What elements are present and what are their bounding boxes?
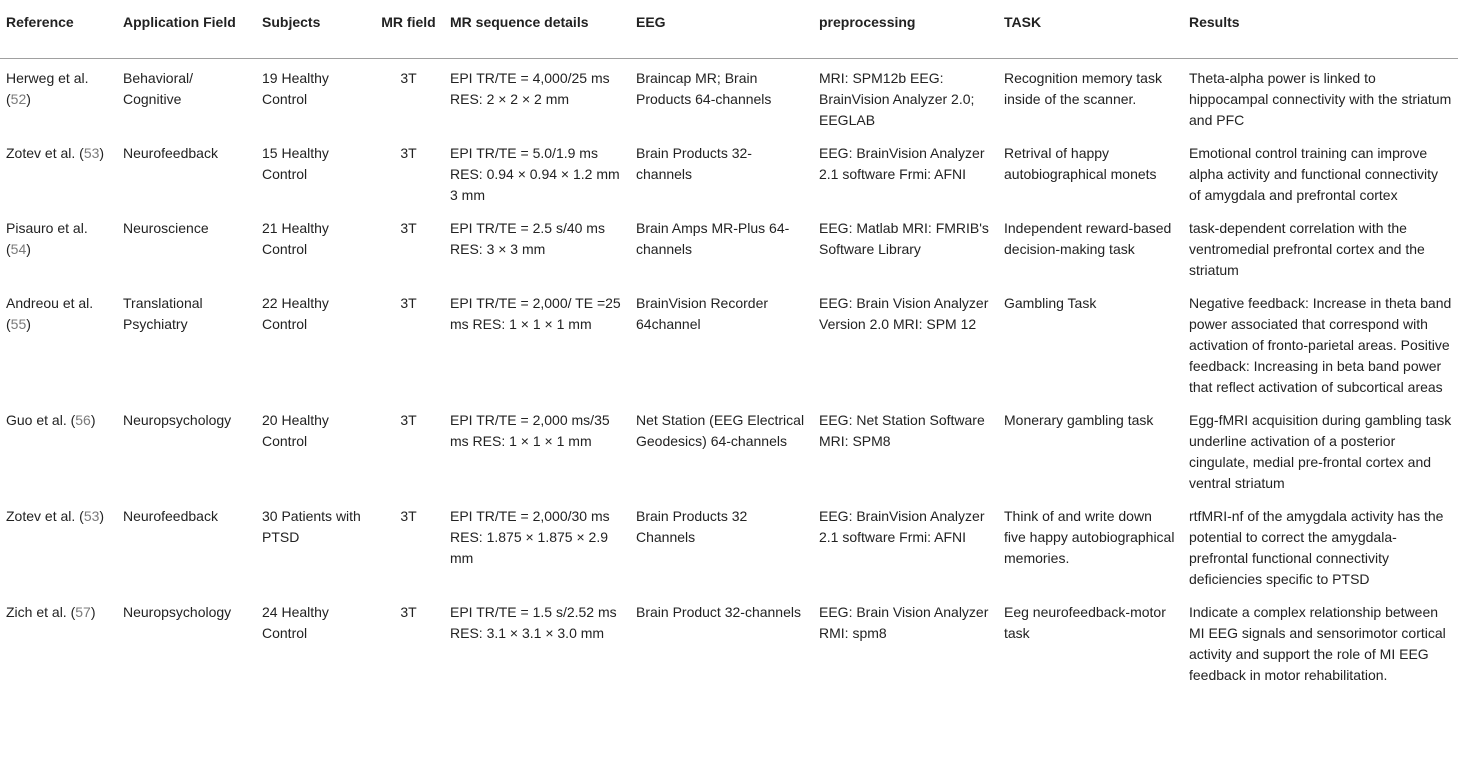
reference-cell: Andreou et al. (55) [6,295,94,332]
results-cell: Indicate a complex relationship between MI EEG signals and sensorimotor cortical activity and support the role of MI EEG feedback in motor rehabilitation. [1189,604,1446,683]
table-row [0,286,1458,403]
reference-cell: Zich et al. (57) [6,604,96,620]
mr-field-cell: 3T [400,412,417,428]
reference-number-link[interactable]: 57 [75,604,91,620]
preprocessing-cell: EEG: BrainVision Analyzer 2.1 software Frmi: AFNI [819,145,985,182]
preprocessing-cell: EEG: BrainVision Analyzer 2.1 software Frmi: AFNI [819,508,985,545]
header-reference: Reference [0,0,117,59]
reference-number-link[interactable]: 55 [10,316,27,332]
header-task: TASK [998,0,1183,59]
task-cell: Retrival of happy autobiographical monets [1004,145,1157,182]
reference-cell: Pisauro et al. (54) [6,220,88,257]
reference-number-link[interactable]: 52 [10,91,27,107]
mr-sequence-cell: EPI TR/TE = 4,000/25 ms RES: 2 × 2 × 2 mm [450,70,610,107]
subjects-cell: 20 Healthy Control [262,412,329,449]
header-application-field: Application Field [117,0,256,59]
table-row [0,403,1458,499]
application-field-cell: Neurofeedback [123,508,218,524]
preprocessing-cell: MRI: SPM12b EEG: BrainVision Analyzer 2.0; EEGLAB [819,70,975,128]
reference-cell: Zotev et al. (53) [6,508,105,524]
table-row [0,499,1458,595]
preprocessing-cell: EEG: Brain Vision Analyzer Version 2.0 MRI: SPM 12 [819,295,989,332]
reference-author: Andreou et al. [6,295,94,311]
table-body [0,59,1458,692]
table-row [0,136,1458,211]
header-subjects: Subjects [256,0,373,59]
task-cell: Eeg neurofeedback-motor task [1004,604,1166,641]
reference-cell: Zotev et al. (53) [6,145,105,161]
subjects-cell: 22 Healthy Control [262,295,329,332]
header-mr-field: MR field [373,0,444,59]
reference-author: Pisauro et al. [6,220,88,236]
results-cell: Egg-fMRI acquisition during gambling task underline activation of a posterior cingulate, medial pre-frontal cortex and ventral striatum [1189,412,1452,491]
eeg-cell: Brain Amps MR-Plus 64-channels [636,220,790,257]
subjects-cell: 21 Healthy Control [262,220,329,257]
mr-field-cell: 3T [400,220,417,236]
mr-sequence-cell: EPI TR/TE = 5.0/1.9 ms RES: 0.94 × 0.94 × 1.2 mm 3 mm [450,145,620,203]
subjects-cell: 19 Healthy Control [262,70,329,107]
preprocessing-cell: EEG: Net Station Software MRI: SPM8 [819,412,985,449]
mr-field-cell: 3T [400,295,417,311]
table-header [0,0,1458,59]
reference-cell: Guo et al. (56) [6,412,96,428]
reference-number-link[interactable]: 54 [10,241,27,257]
eeg-cell: Brain Products 32-channels [636,145,752,182]
task-cell: Independent reward-based decision-making task [1004,220,1172,257]
application-field-cell: Neuropsychology [123,412,232,428]
application-field-cell: Neuropsychology [123,604,232,620]
mr-field-cell: 3T [400,145,417,161]
application-field-cell: Behavioral/ Cognitive [123,70,194,107]
reference-author: Zich et al. [6,604,67,620]
task-cell: Recognition memory task inside of the scanner. [1004,70,1162,107]
results-cell: rtfMRI-nf of the amygdala activity has the potential to correct the amygdala-prefrontal functional connectivity deficiencies specific to PTSD [1189,508,1444,587]
mr-field-cell: 3T [400,604,417,620]
table-row [0,211,1458,286]
subjects-cell: 24 Healthy Control [262,604,329,641]
reference-author: Guo et al. [6,412,67,428]
eeg-cell: Brain Products 32 Channels [636,508,748,545]
preprocessing-cell: EEG: Matlab MRI: FMRIB's Software Library [819,220,989,257]
reference-number-link[interactable]: 53 [83,508,100,524]
mr-sequence-cell: EPI TR/TE = 1.5 s/2.52 ms RES: 3.1 × 3.1 × 3.0 mm [450,604,617,641]
reference-author: Herweg et al. [6,70,89,86]
mr-sequence-cell: EPI TR/TE = 2.5 s/40 ms RES: 3 × 3 mm [450,220,605,257]
table-row [0,595,1458,691]
application-field-cell: Neuroscience [123,220,209,236]
header-results: Results [1183,0,1458,59]
header-mr-sequence: MR sequence details [444,0,630,59]
results-cell: Theta-alpha power is linked to hippocampal connectivity with the striatum and PFC [1189,70,1452,128]
task-cell: Gambling Task [1004,295,1097,311]
eeg-cell: Brain Product 32-channels [636,604,801,620]
results-cell: Emotional control training can improve alpha activity and functional connectivity of amygdala and prefrontal cortex [1189,145,1439,203]
mr-sequence-cell: EPI TR/TE = 2,000/ TE =25 ms RES: 1 × 1 × 1 mm [450,295,621,332]
eeg-cell: BrainVision Recorder 64channel [636,295,769,332]
reference-number-link[interactable]: 53 [83,145,100,161]
reference-author: Zotev et al. [6,145,76,161]
header-eeg: EEG [630,0,813,59]
mr-sequence-cell: EPI TR/TE = 2,000 ms/35 ms RES: 1 × 1 × 1 mm [450,412,610,449]
reference-cell: Herweg et al. (52) [6,70,89,107]
reference-author: Zotev et al. [6,508,76,524]
preprocessing-cell: EEG: Brain Vision Analyzer RMI: spm8 [819,604,989,641]
mr-sequence-cell: EPI TR/TE = 2,000/30 ms RES: 1.875 × 1.875 × 2.9 mm [450,508,610,566]
task-cell: Think of and write down five happy autobiographical memories. [1004,508,1175,566]
application-field-cell: Translational Psychiatry [123,295,203,332]
mr-field-cell: 3T [400,70,417,86]
task-cell: Monerary gambling task [1004,412,1154,428]
subjects-cell: 15 Healthy Control [262,145,329,182]
table-row [0,59,1458,137]
results-cell: task-dependent correlation with the ventromedial prefrontal cortex and the striatum [1189,220,1425,278]
subjects-cell: 30 Patients with PTSD [262,508,361,545]
mr-field-cell: 3T [400,508,417,524]
eeg-cell: Net Station (EEG Electrical Geodesics) 64-channels [636,412,805,449]
results-cell: Negative feedback: Increase in theta band power associated that correspond with activation of fronto-parietal areas. Positive feedback: Increasing in beta band power that reflect activation of subcortical areas [1189,295,1452,395]
header-row [0,0,1458,59]
header-preprocessing: preprocessing [813,0,998,59]
reference-number-link[interactable]: 56 [75,412,91,428]
eeg-cell: Braincap MR; Brain Products 64-channels [636,70,772,107]
application-field-cell: Neurofeedback [123,145,218,161]
